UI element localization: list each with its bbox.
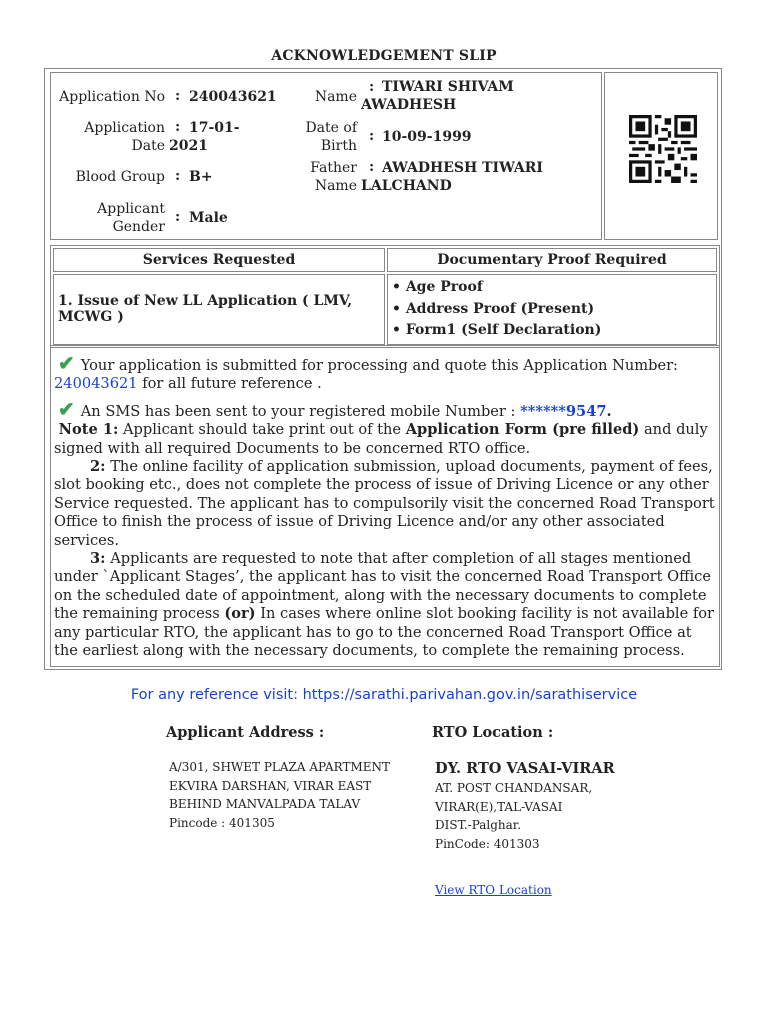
- colon: :: [369, 128, 375, 144]
- reference-link-text: For any reference visit: https://sarathi.parivahan.gov.in/sarathiservice: [130, 687, 638, 703]
- proof-item: • Address Proof (Present): [392, 300, 595, 317]
- note-3: [54, 550, 716, 660]
- check-icon: ✔: [58, 396, 75, 421]
- note-3-label: 3:: [90, 550, 106, 568]
- gender-label: [57, 200, 165, 236]
- applicant-address: [169, 758, 390, 832]
- address-line: EKVIRA DARSHAN, VIRAR EAST: [169, 778, 372, 793]
- note-1-label: Note 1:: [58, 421, 119, 439]
- note-1: [54, 421, 716, 458]
- father-name-label-line2: Name: [314, 178, 357, 194]
- rto-location-heading: RTO Location :: [432, 724, 554, 741]
- note-2-label: 2:: [90, 458, 106, 476]
- colon: :: [369, 79, 375, 95]
- address-line: BEHIND MANVALPADA TALAV: [169, 797, 361, 811]
- services-requested-header: Services Requested: [53, 248, 385, 272]
- colon: :: [175, 88, 181, 104]
- dob-value: 10-09-1999: [382, 129, 472, 145]
- notes-panel: [50, 345, 720, 667]
- note-3-or: (or): [224, 605, 256, 623]
- sms-text: An SMS has been sent to your registered mobile Number :: [80, 402, 516, 420]
- application-date-label-line1: Application: [84, 120, 165, 136]
- submission-message: [54, 351, 716, 394]
- note-2: [54, 458, 716, 550]
- note-1-text: Applicant should take print out of the: [123, 421, 402, 439]
- father-name-label: [281, 159, 357, 195]
- proof-item: • Age Proof: [392, 279, 483, 295]
- proof-item: • Form1 (Self Declaration): [392, 322, 602, 338]
- application-date-value-year: 2021: [169, 138, 208, 154]
- dob-label-line1: Date of: [305, 120, 357, 136]
- gender-value: Male: [189, 210, 228, 226]
- table-row: [53, 274, 717, 345]
- colon: :: [175, 119, 181, 135]
- father-name-label-line1: Father: [310, 160, 357, 176]
- application-date-label: [57, 119, 165, 155]
- submission-text: Your application is submitted for processing and quote this Application Number:: [80, 357, 678, 374]
- rto-location: [435, 760, 615, 853]
- name-value-line2: AWADHESH: [361, 97, 457, 113]
- application-no-value: 240043621: [189, 89, 277, 105]
- rto-name: DY. RTO VASAI-VIRAR: [435, 760, 615, 777]
- father-name-value-line1: AWADHESH TIWARI: [382, 160, 543, 176]
- rto-address-line: DIST.-Palghar.: [435, 818, 522, 832]
- address-line: A/301, SHWET PLAZA APARTMENT: [169, 760, 391, 774]
- note-3-text: Applicants are requested to note that after completion of all stages mentioned under `Applicant Stages’, the applicant has to visit the concerned Road Transport Office on the scheduled date of appointment, along with the necessary documents to complete the remaining process: [54, 550, 711, 623]
- gender-label-line1: Applicant: [97, 201, 165, 217]
- services-table-header: [53, 248, 717, 272]
- colon: :: [175, 209, 181, 225]
- colon: :: [175, 168, 181, 184]
- dob-label-line2: Birth: [320, 138, 357, 154]
- name-label: Name: [314, 89, 357, 105]
- qr-panel: [604, 72, 718, 240]
- blood-group-label: Blood Group: [75, 169, 165, 185]
- note-1-tail: and duly signed with all required Documents to be concerned RTO office.: [54, 421, 708, 457]
- rto-address-line: AT. POST CHANDANSAR,: [435, 781, 593, 795]
- colon: :: [369, 159, 375, 175]
- application-date-label-line2: Date: [131, 138, 165, 154]
- address-pincode: Pincode : 401305: [169, 815, 275, 830]
- application-date-value: 17-01-: [189, 120, 240, 136]
- father-name-value-line2: LALCHAND: [361, 178, 452, 194]
- sms-text-tail: .: [606, 402, 612, 420]
- mobile-number: ******9547: [520, 402, 607, 420]
- rto-address-line: VIRAR(E),TAL-VASAI: [435, 799, 563, 814]
- qr-code-icon: [629, 115, 697, 183]
- view-rto-location-link[interactable]: View RTO Location: [435, 883, 552, 897]
- applicant-info-panel: [50, 72, 602, 240]
- check-icon: ✔: [58, 351, 75, 375]
- proof-list: [387, 274, 717, 345]
- note-2-text: The online facility of application submission, upload documents, payment of fees, slot booking etc., does not complete the process of issue of Driving Licence or any other Service requested. The applicant has to compulsorily visit the concerned Road Transport Office to finish the process of issue of Driving Licence and/or any other associated services.: [54, 458, 715, 549]
- gender-label-line2: Gender: [112, 219, 165, 235]
- rto-pincode: PinCode: 401303: [435, 836, 540, 851]
- documentary-proof-header: Documentary Proof Required: [387, 248, 717, 272]
- note-1-bold: Application Form (pre filled): [405, 421, 640, 439]
- blood-group-value: B+: [189, 169, 213, 185]
- sms-message: [54, 396, 716, 421]
- note-3-tail: In cases where online slot booking facility is not available for any particular RTO, the applicant has to go to the concerned Road Transport Office at the earliest along with the necessary documents, to complete the remaining process.: [54, 605, 715, 660]
- name-value-line1: TIWARI SHIVAM: [382, 79, 514, 95]
- applicant-address-heading: Applicant Address :: [166, 724, 325, 741]
- page-title: ACKNOWLEDGEMENT SLIP: [271, 48, 497, 64]
- application-number-highlight: 240043621: [54, 375, 138, 393]
- service-item: 1. Issue of New LL Application ( LMV, MCWG ): [53, 274, 385, 345]
- dob-label: [281, 119, 357, 155]
- application-no-label: Application No: [59, 89, 165, 105]
- submission-text-tail: for all future reference .: [142, 375, 322, 393]
- services-table: [50, 245, 720, 348]
